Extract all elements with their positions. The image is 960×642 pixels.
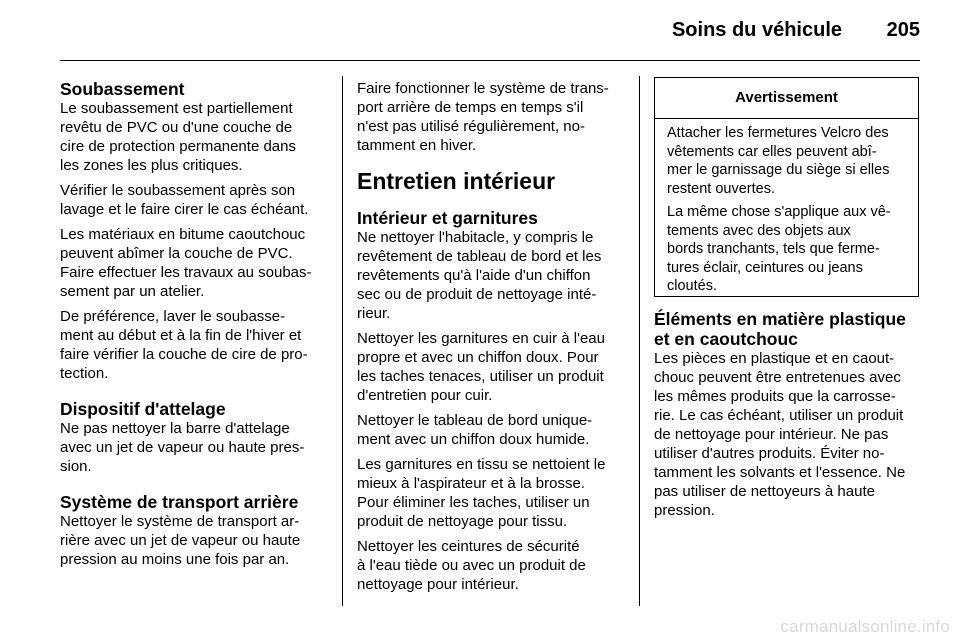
text-line: les zones les plus critiques. — [60, 157, 243, 174]
text-line: Pour éliminer les taches, utiliser un — [357, 494, 590, 511]
text-line: peuvent abîmer la couche de PVC. — [60, 245, 293, 262]
plastique-body — [654, 349, 924, 520]
text-line: à l'eau tiède ou avec un produit de — [357, 557, 586, 574]
text-line: mer le garnissage du siège si elles — [667, 162, 890, 178]
section-heading-transport: Système de transport arrière — [60, 492, 299, 512]
transport-body — [60, 512, 330, 569]
text-line: Le soubassement est partiellement — [60, 100, 293, 117]
watermark-text: carmanualsonline.info — [780, 617, 950, 636]
column-divider-left — [342, 76, 343, 606]
paragraph — [60, 181, 330, 219]
text-line: rieur. — [357, 305, 391, 322]
paragraph — [60, 512, 330, 569]
section-heading-soubassement: Soubassement — [60, 79, 185, 99]
text-line: Nettoyer les ceintures de sécurité — [357, 538, 580, 555]
text-line: utiliser d'autres produits. Éviter no- — [654, 445, 885, 462]
paragraph — [654, 349, 924, 520]
text-line: sec ou de produit de nettoyage inté- — [357, 286, 597, 303]
warning-title: Avertissement — [655, 78, 918, 119]
paragraph — [357, 228, 627, 323]
heading-line: Éléments en matière plastique — [654, 309, 906, 329]
text-line: Les matériaux en bitume caoutchouc — [60, 226, 306, 243]
paragraph — [357, 455, 627, 531]
column-right-lower — [654, 309, 924, 526]
heading-line: et en caoutchouc — [654, 329, 798, 349]
section-heading-plastique — [654, 309, 924, 349]
text-line: cire de protection permanente dans — [60, 138, 296, 155]
text-line: tection. — [60, 365, 109, 382]
paragraph — [60, 225, 330, 301]
text-line: ment au début et à la fin de l'hiver et — [60, 327, 302, 344]
paragraph — [357, 79, 627, 155]
main-heading-entretien: Entretien intérieur — [357, 168, 556, 194]
text-line: pression au moins une fois par an. — [60, 551, 290, 568]
page-number: 205 — [886, 19, 920, 41]
text-line: nettoyage pour intérieur. — [357, 576, 519, 593]
text-line: Les pièces en plastique et en caout- — [654, 350, 895, 367]
text-line: ment avec un chiffon doux humide. — [357, 431, 590, 448]
intro-paragraph — [357, 79, 627, 155]
text-line: revêtu de PVC ou d'une couche de — [60, 119, 293, 136]
text-line: tures éclair, ceintures ou jeans — [667, 259, 863, 276]
text-line: pas utiliser de nettoyeurs à haute — [654, 483, 875, 500]
text-line: tements avec des objets aux — [667, 222, 851, 239]
text-line: tamment les solvants et l'essence. Ne — [654, 464, 906, 481]
paragraph — [60, 419, 330, 476]
paragraph — [667, 203, 918, 296]
text-line: Vérifier le soubassement après son — [60, 182, 296, 199]
paragraph — [357, 411, 627, 449]
text-line: lavage et le faire cirer le cas échéant. — [60, 201, 309, 218]
text-line: sement par un atelier. — [60, 283, 205, 300]
text-line: n'est pas utilisé régulièrement, no- — [357, 118, 585, 135]
text-line: mieux à l'aspirateur et à la brosse. — [357, 475, 585, 492]
text-line: Nettoyer le tableau de bord unique- — [357, 412, 593, 429]
text-line: revêtement de tableau de bord et les — [357, 248, 602, 265]
text-line: Faire fonctionner le système de trans- — [357, 80, 609, 97]
text-line: vêtements car elles peuvent abî- — [667, 143, 877, 160]
text-line: avec un jet de vapeur ou haute pres- — [60, 439, 305, 456]
header-divider — [60, 60, 920, 61]
text-line: cloutés. — [667, 278, 717, 294]
text-line: propre et avec un chiffon doux. Pour — [357, 349, 599, 366]
paragraph — [667, 124, 918, 198]
paragraph — [60, 99, 330, 175]
paragraph — [357, 537, 627, 594]
text-line: tamment en hiver. — [357, 137, 477, 154]
text-line: chouc peuvent être entretenues avec — [654, 369, 901, 386]
warning-body — [655, 119, 918, 296]
text-line: rière avec un jet de vapeur ou haute — [60, 532, 301, 549]
text-line: faire vérifier la couche de cire de pro- — [60, 346, 308, 363]
text-line: Nettoyer le système de transport ar- — [60, 513, 300, 530]
text-line: restent ouvertes. — [667, 180, 775, 197]
text-line: La même chose s'applique aux vê- — [667, 204, 891, 220]
text-line: Faire effectuer les travaux au soubas- — [60, 264, 312, 281]
text-line: pression. — [654, 502, 715, 519]
text-line: revêtements qu'à l'aide d'un chiffon — [357, 267, 591, 284]
text-line: Ne pas nettoyer la barre d'attelage — [60, 420, 290, 437]
text-line: Les garnitures en tissu se nettoient le — [357, 456, 606, 473]
text-line: Attacher les fermetures Velcro des — [667, 125, 889, 141]
text-line: Ne nettoyer l'habitacle, y compris le — [357, 229, 594, 246]
section-heading-interieur: Intérieur et garnitures — [357, 208, 538, 228]
text-line: les taches tenaces, utiliser un produit — [357, 368, 604, 385]
warning-box — [654, 77, 919, 297]
text-line: rie. Le cas échéant, utiliser un produit — [654, 407, 904, 424]
text-line: d'entretien pour cuir. — [357, 387, 493, 404]
paragraph — [357, 329, 627, 405]
text-line: port arrière de temps en temps s'il — [357, 99, 584, 116]
column-divider-right — [639, 76, 640, 606]
text-line: bords tranchants, tels que ferme- — [667, 241, 880, 257]
section-heading-attelage: Dispositif d'attelage — [60, 399, 226, 419]
column-middle — [357, 79, 627, 600]
attelage-body — [60, 419, 330, 476]
text-line: produit de nettoyage pour tissu. — [357, 513, 568, 530]
column-left — [60, 79, 330, 575]
text-line: De préférence, laver le soubasse- — [60, 308, 286, 325]
text-line: les mêmes produits que la carrosse- — [654, 388, 896, 405]
soubassement-body — [60, 99, 330, 383]
page-title: Soins du véhicule — [671, 19, 842, 41]
interieur-body — [357, 228, 627, 594]
paragraph — [60, 307, 330, 383]
text-line: de nettoyage pour intérieur. Ne pas — [654, 426, 889, 443]
text-line: sion. — [60, 458, 92, 475]
text-line: Nettoyer les garnitures en cuir à l'eau — [357, 330, 605, 347]
